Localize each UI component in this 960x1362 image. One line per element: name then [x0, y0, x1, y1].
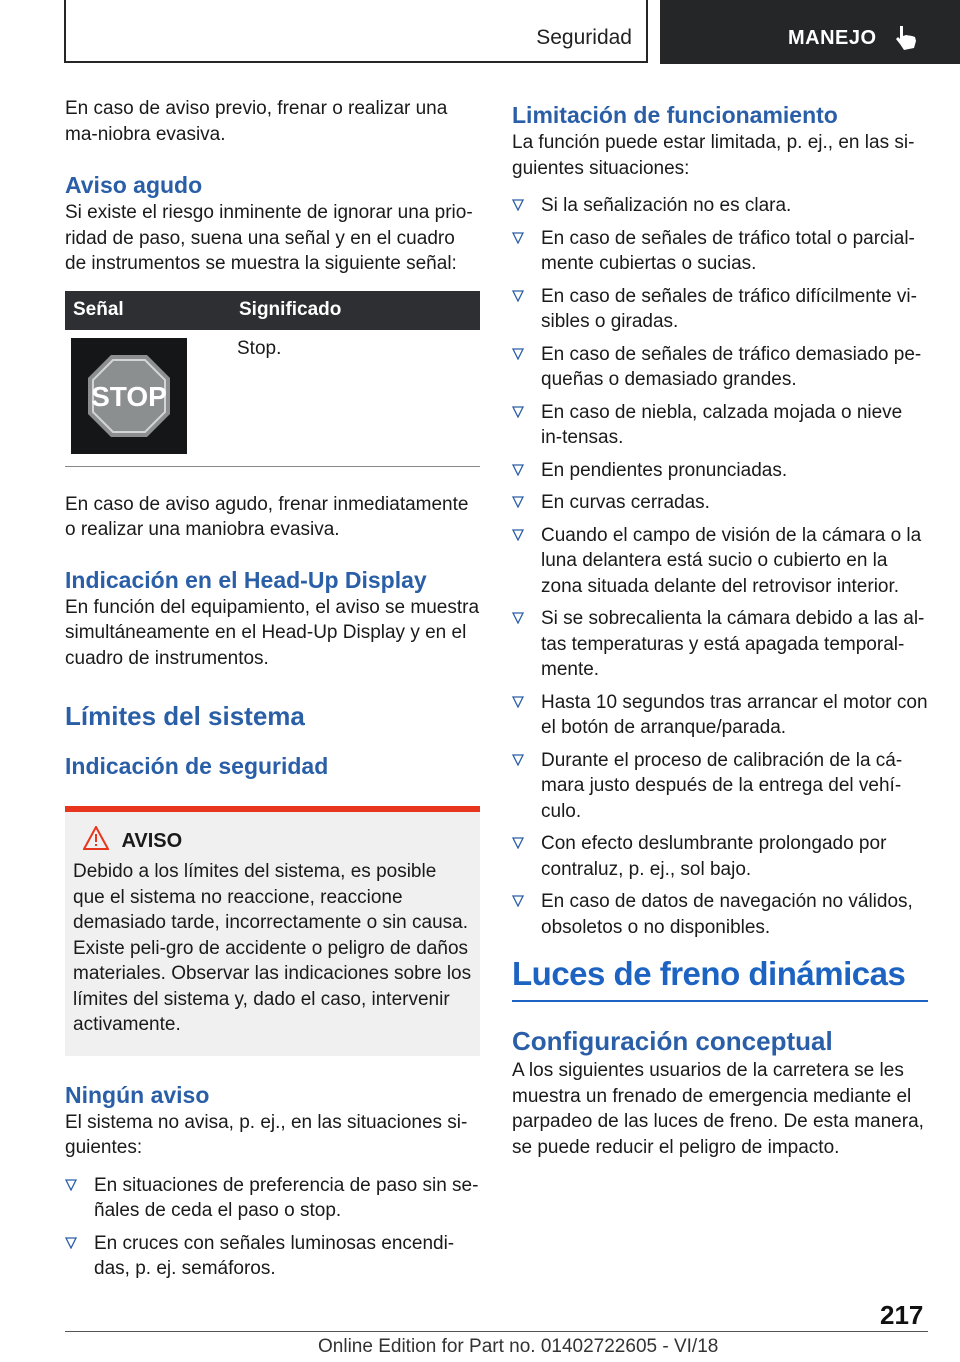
list-item: Si se sobrecalienta la cámara debido a las al-tas temperaturas y está apagada temporal-mente. [512, 606, 928, 683]
table-header-meaning: Significado [231, 291, 480, 330]
list-item: Si la señalización no es clara. [512, 193, 928, 219]
table-row [65, 330, 480, 467]
triangle-bullet-icon [512, 199, 524, 211]
list-item: En curvas cerradas. [512, 490, 928, 516]
brake-lights-heading-block [512, 954, 928, 1002]
chapter-tab [660, 0, 960, 64]
list-item: En situaciones de preferencia de paso sin se-ñales de ceda el paso o stop. [65, 1173, 480, 1224]
list-item: Hasta 10 segundos tras arrancar el motor con el botón de arranque/parada. [512, 690, 928, 741]
triangle-bullet-icon [512, 232, 524, 244]
brake-lights-heading: Luces de freno dinámicas [512, 955, 906, 992]
page-header [0, 0, 960, 66]
aviso-agudo-heading: Aviso agudo [65, 172, 203, 198]
limitation-list [512, 193, 928, 940]
list-item: Con efecto deslumbrante prolongado por contraluz, p. ej., sol bajo. [512, 831, 928, 882]
list-item: En cruces con señales luminosas encendi-das, p. ej. semáforos. [65, 1231, 480, 1282]
hud-heading: Indicación en el Head-Up Display [65, 566, 427, 593]
table-meaning-cell: Stop. [231, 330, 480, 467]
triangle-bullet-icon [512, 290, 524, 302]
triangle-bullet-icon [512, 348, 524, 360]
safety-heading: Indicación de seguridad [65, 753, 329, 779]
warning-title: AVISO [121, 830, 183, 852]
list-item: Cuando el campo de visión de la cámara o la luna delantera está sucio o cubierto en la zona situada delante del retrovisor interior. [512, 523, 928, 600]
intro-paragraph: En caso de aviso previo, frenar o realizar una ma-niobra evasiva. [65, 98, 448, 145]
section-label: Seguridad [536, 26, 632, 49]
section-header-box [64, 0, 648, 63]
triangle-bullet-icon [512, 754, 524, 766]
no-warning-paragraph: El sistema no avisa, p. ej., en las situaciones si-guientes: [65, 1111, 468, 1158]
edition-note: Online Edition for Part no. 01402722605 - VI/18 [318, 1336, 719, 1357]
triangle-bullet-icon [512, 406, 524, 418]
stop-sign-text: STOP [91, 380, 167, 412]
limitation-paragraph: La función puede estar limitada, p. ej., en las si-guientes situaciones: [512, 132, 915, 179]
list-item: En caso de señales de tráfico total o parcial-mente cubiertas o sucias. [512, 226, 928, 277]
triangle-bullet-icon [512, 895, 524, 907]
list-item: En caso de niebla, calzada mojada o nieve in-tensas. [512, 400, 928, 451]
triangle-bullet-icon [65, 1237, 77, 1249]
limitation-heading: Limitación de funcionamiento [512, 102, 838, 128]
triangle-bullet-icon [512, 612, 524, 624]
pointing-hand-icon [894, 24, 920, 52]
triangle-bullet-icon [512, 529, 524, 541]
no-warning-list [65, 1173, 480, 1282]
signal-table [65, 291, 480, 467]
list-item: En caso de datos de navegación no válidos, obsoletos o no disponibles. [512, 889, 928, 940]
chapter-tab-label: MANEJO [788, 27, 877, 49]
footer-divider [65, 1331, 928, 1332]
no-warning-heading: Ningún aviso [65, 1081, 210, 1108]
list-item: En caso de señales de tráfico difícilmente vi-sibles o giradas. [512, 284, 928, 335]
stop-sign-image [71, 338, 187, 454]
list-item: Durante el proceso de calibración de la cá-mara justo después de la entrega del vehí-culo. [512, 748, 928, 825]
table-header-signal: Señal [65, 291, 231, 330]
concept-heading: Configuración conceptual [512, 1026, 833, 1056]
left-column [65, 96, 480, 1289]
warning-box [65, 806, 480, 1056]
table-header-row [65, 291, 480, 330]
list-item: En caso de señales de tráfico demasiado pe-queñas o demasiado grandes. [512, 342, 928, 393]
right-column [512, 96, 928, 1160]
list-item: En pendientes pronunciadas. [512, 458, 928, 484]
triangle-bullet-icon [512, 837, 524, 849]
page-number: 217 [880, 1300, 924, 1330]
after-table-paragraph: En caso de aviso agudo, frenar inmediatamente o realizar una maniobra evasiva. [65, 493, 469, 540]
hud-paragraph: En función del equipamiento, el aviso se muestra simultáneamente en el Head-Up Display y en el cuadro de instrumentos. [65, 596, 480, 669]
aviso-agudo-paragraph: Si existe el riesgo inminente de ignorar una prio-ridad de paso, suena una señal y en el cuadro de instrumentos se muestra la siguiente señal: [65, 202, 473, 274]
limits-heading: Límites del sistema [65, 701, 305, 731]
triangle-bullet-icon [512, 696, 524, 708]
concept-paragraph: A los siguientes usuarios de la carretera se les muestra un frenado de emergencia mediante el parpadeo de las luces de freno. De esta manera, se puede reducir el peligro de impacto. [512, 1060, 924, 1158]
triangle-bullet-icon [512, 496, 524, 508]
stop-sign-icon [86, 353, 172, 439]
triangle-bullet-icon [512, 464, 524, 476]
warning-triangle-icon [83, 826, 109, 850]
triangle-bullet-icon [65, 1179, 77, 1191]
warning-text: Debido a los límites del sistema, es posible que el sistema no reaccione, reaccione demasiado tarde, incorrectamente o sin causa. Existe peli-gro de accidente o peligro de daños materiales. Observar las indicaciones sobre los límites del sistema y, dado el caso, intervenir activamente. [73, 861, 472, 1035]
